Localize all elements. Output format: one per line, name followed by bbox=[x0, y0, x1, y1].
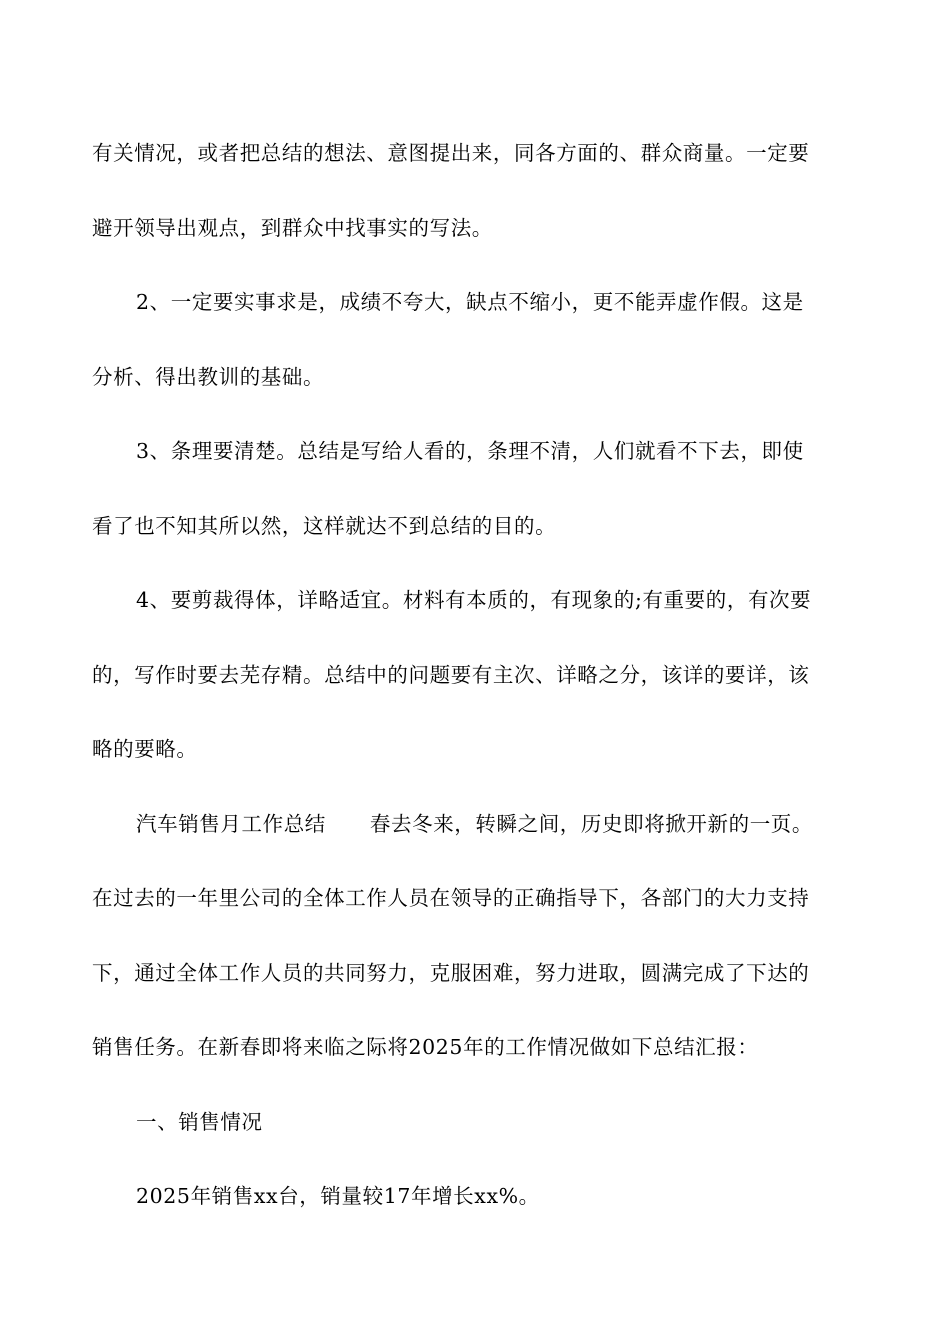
text-line: 4、要剪裁得体，详略适宜。材料有本质的，有现象的;有重要的，有次要 bbox=[136, 588, 812, 612]
text-line: 略的要略。 bbox=[92, 737, 198, 761]
text-line: 看了也不知其所以然，这样就达不到总结的目的。 bbox=[92, 514, 557, 538]
text-line: 销售任务。在新春即将来临之际将2025年的工作情况做如下总结汇报： bbox=[92, 1035, 759, 1059]
text-line: 有关情况，或者把总结的想法、意图提出来，同各方面的、群众商量。一定要 bbox=[92, 141, 810, 165]
text-line: 3、条理要清楚。总结是写给人看的，条理不清，人们就看不下去，即使 bbox=[136, 439, 804, 463]
text-line: 分析、得出教训的基础。 bbox=[92, 365, 325, 389]
section-intro: 春去冬来，转瞬之间，历史即将掀开新的一页。 bbox=[369, 812, 814, 836]
text-line: 在过去的一年里公司的全体工作人员在领导的正确指导下，各部门的大力支持 bbox=[92, 886, 810, 910]
text-line: 2025年销售xx台，销量较17年增长xx%。 bbox=[136, 1184, 540, 1208]
section-title: 汽车销售月工作总结 bbox=[136, 812, 326, 836]
subheading: 一、销售情况 bbox=[136, 1110, 263, 1134]
text-line: 的，写作时要去芜存精。总结中的问题要有主次、详略之分，该详的要详，该 bbox=[92, 663, 810, 687]
section-title-line bbox=[136, 810, 813, 838]
text-line: 2、一定要实事求是，成绩不夸大，缺点不缩小，更不能弄虚作假。这是 bbox=[136, 290, 804, 314]
text-line: 下，通过全体工作人员的共同努力，克服困难，努力进取，圆满完成了下达的 bbox=[92, 961, 810, 985]
text-line: 避开领导出观点，到群众中找事实的写法。 bbox=[92, 216, 493, 240]
